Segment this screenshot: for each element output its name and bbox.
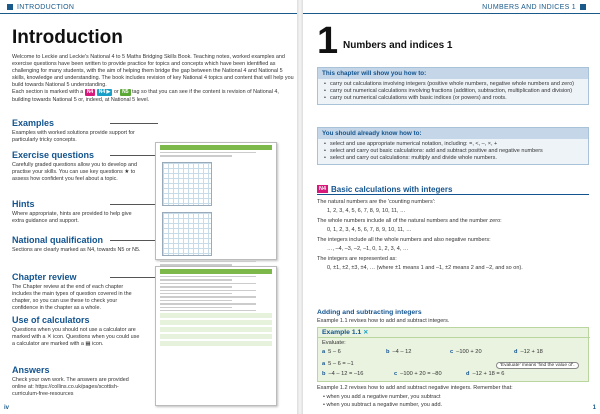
feature-text: Where appropriate, hints are provided to help give extra guidance and support. [12,211,132,224]
feature-text: Examples with worked solutions provide support for particularly tricky concepts. [12,130,135,143]
feature-text: Questions when you should not use a calculator are marked with a ✕ icon. Questions when you could use a calculator are marked with a ▦ icon. [12,327,140,347]
page-number-left: iv [4,405,10,411]
running-head-text: INTRODUCTION [17,3,75,11]
evaluate-text: Evaluate: [322,340,346,346]
intro-text-1: Welcome to Leckie and Leckie's National 4 to 5 Maths Bridging Skills Book. Teaching notes, worked examples and exercise questions have been written to provide practice for topics and concepts which have been identified as challenging for many students, with the aim of helping them bridge the gap between the National 4 and National 5 skills, knowledge and understanding. The book includes revision of key National 4 topics and content that will help you build towards National 5 understanding. [12,54,294,89]
no-calculator-icon: ✕ [363,330,369,336]
grid-graph-icon [162,162,212,206]
integer-list: …, –4, –3, –2, –1, 0, 1, 2, 3, 4, … [327,246,409,252]
answer-row-2 [322,371,582,377]
feature-chapter-review [12,272,142,312]
question-part: c –100 + 20 [450,349,482,355]
prior-knowledge-box [317,127,589,165]
list-item: • carry out numerical calculations with basic indices (or powers) and roots. [324,95,583,102]
subsection-intro: Example 1.1 revises how to add and subtract integers. [317,318,450,324]
feature-title: Answers [12,365,50,375]
feature-title: Use of calculators [12,315,90,325]
left-page [0,0,297,414]
question-part: a 5 – 6 [322,349,341,355]
feature-text: Carefully graded questions allow you to develop and practise your skills. You can use key questions ★ to assess how confident you feel about a topic. [12,162,137,182]
sample-page-thumbnail [155,142,277,260]
after-example-text: Example 1.2 revises how to add and subtract negative integers. Remember that: [317,385,513,391]
rule-item: • when you add a negative number, you subtract [323,394,441,400]
feature-use-of-calculators [12,315,142,348]
feature-title: Exercise questions [12,150,95,160]
chapter-number: 1 [317,20,339,62]
intro-paragraph [12,54,294,104]
running-head-right [303,0,600,14]
tag-n5: N5 [122,89,129,96]
answer-part: c –100 + 20 = –80 [394,371,442,377]
square-marker-icon [580,4,586,10]
evaluate-callout: 'Evaluate' means 'find the value of'. [496,362,579,369]
example-title [318,328,590,338]
running-head-left [0,0,297,14]
natural-list: 1, 2, 3, 4, 5, 6, 7, 8, 9, 10, 11, … [327,208,406,214]
intro-text-2b: tag so that you can see if the content is revision of National 4, building towards National 5 or, indeed, at National 5 level. [12,89,279,103]
feature-hints [12,199,142,225]
integer-definition: The integers include all the whole numbers and also negative numbers: [317,237,491,243]
intro-text-2a: Each section is marked with a [12,89,84,96]
chapter-goals-box [317,67,589,105]
chapter-review-thumbnail [155,266,277,406]
feature-text: The Chapter review at the end of each chapter includes the main types of question covered in the chapter, so you can use these to check your confidence in the chapter as a whole. [12,284,132,311]
feature-answers [12,365,142,398]
integer-representation-list: 0, ±1, ±2, ±3, ±4, … (where ±1 means 1 and –1, ±2 means 2 and –2, and so on). [327,265,523,271]
feature-title: Hints [12,199,35,209]
answer-part: d –12 + 18 = 6 [466,371,505,377]
box-title: This chapter will show you how to: [318,68,588,79]
chapter-title: Numbers and indices 1 [343,40,453,51]
whole-definition: The whole numbers include all of the natural numbers and the number zero: [317,218,502,224]
feature-title: National qualification [12,235,104,245]
feature-text: Check your own work. The answers are provided online at: https://collins.co.uk/pages/scottish-curriculum-free-resources [12,377,129,397]
box-title: You should already know how to: [318,128,588,139]
subsection-heading: Adding and subtracting integers [317,309,422,316]
running-head-text: NUMBERS AND INDICES 1 [482,3,576,11]
section-title: Basic calculations with integers [331,184,453,194]
page-number-right: 1 [592,405,596,411]
feature-national-qualification [12,235,142,254]
example-title-text: Example 1.1 [322,329,362,336]
answer-part: a 5 – 6 = –1 [322,361,354,367]
natural-definition: The natural numbers are the 'counting numbers': [317,199,436,205]
list-item: • select and carry out calculations: multiply and divide whole numbers. [324,155,583,162]
example-box [317,327,589,382]
tag-towards-n5: N4 ▶ [98,89,111,96]
tag-towards-n5-label: N4 [98,89,106,96]
rule-item: • when you subtract a negative number, you add. [323,402,443,408]
page-title: Introduction [12,27,123,48]
question-part: d –12 + 18 [514,349,543,355]
list-item: • carry out numerical calculations involving fractions (addition, subtraction, multiplication and division) [324,88,583,95]
question-part: b –4 – 12 [386,349,412,355]
feature-title: Examples [12,118,55,128]
section-heading [317,184,589,195]
answer-part: b –4 – 12 = –16 [322,371,364,377]
right-page [303,0,600,414]
integer-representation: The integers are represented as: [317,256,397,262]
evaluate-label [322,340,582,346]
list-item: • select and use appropriate numerical notation, including: =, <, –, ×, + [324,141,583,148]
whole-list: 0, 1, 2, 3, 4, 5, 6, 7, 8, 9, 10, 11, … [327,227,412,233]
grid-graph-icon [162,212,212,256]
feature-text: Sections are clearly marked as N4, towards N5 or N5. [12,247,141,253]
question-row [322,349,582,355]
feature-examples [12,118,142,144]
square-marker-icon [7,4,13,10]
list-item: • carry out calculations involving integers (positive whole numbers, negative whole numbers and zero) [324,81,583,88]
feature-title: Chapter review [12,272,77,282]
intro-text-or: or [113,89,119,96]
tag-n4: N4 [86,89,94,96]
section-tag: N4 [319,186,327,192]
list-item: • select and carry out basic calculations: add and subtract positive and negative numbers [324,148,583,155]
